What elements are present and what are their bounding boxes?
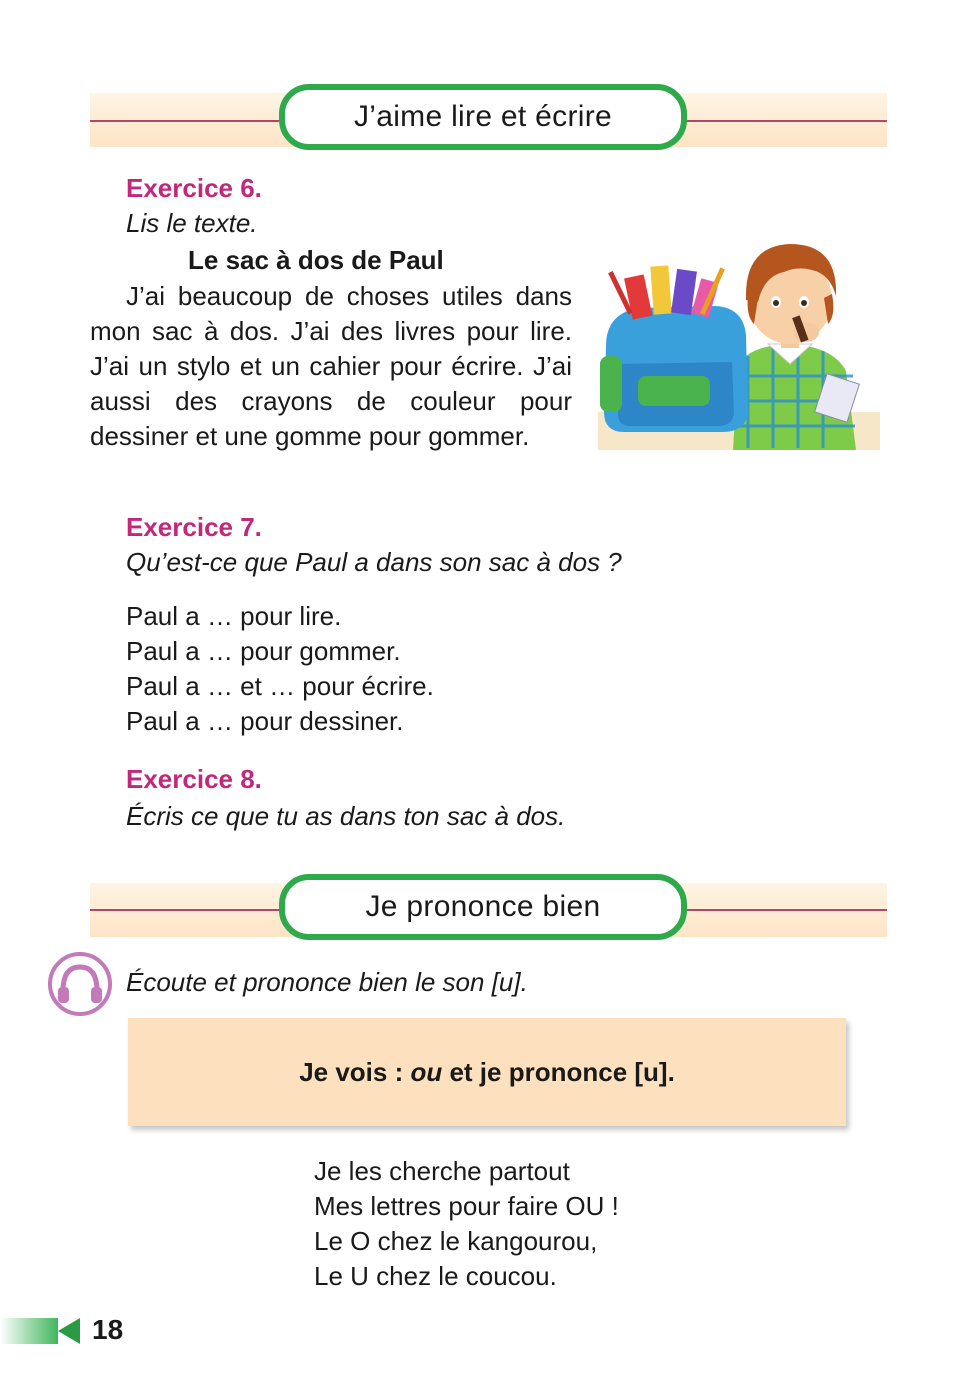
poem-line: Le U chez le coucou. — [314, 1261, 557, 1291]
page-number-bar — [0, 1318, 58, 1344]
exercise-8-instruction: Écris ce que tu as dans ton sac à dos. — [126, 801, 566, 831]
exercise-7-label: Exercice 7. — [126, 512, 262, 542]
section-title-pronunciation: Je prononce bien — [279, 874, 687, 940]
headphones-icon[interactable] — [47, 951, 113, 1017]
exercise-7-line: Paul a … pour dessiner. — [126, 706, 404, 736]
story-text — [90, 279, 572, 454]
rule-text-part3: et je prononce [u]. — [442, 1056, 675, 1087]
story-title: Le sac à dos de Paul — [188, 245, 444, 275]
pronunciation-rule-box — [128, 1018, 846, 1126]
exercise-6-instruction: Lis le texte. — [126, 208, 258, 238]
section-title-reading: J’aime lire et écrire — [279, 84, 687, 150]
page-arrow-icon — [58, 1318, 80, 1344]
pronunciation-instruction: Écoute et prononce bien le son [u]. — [126, 967, 528, 997]
page-number: 18 — [92, 1314, 124, 1345]
exercise-6-label: Exercice 6. — [126, 173, 262, 203]
exercise-7-line: Paul a … et … pour écrire. — [126, 671, 434, 701]
rule-text-part1: Je vois : — [299, 1056, 411, 1087]
story-paragraph: J’ai beaucoup de choses utiles dans mon sac à dos. J’ai des livres pour lire. J’ai un stylo et un cahier pour écrire. J’ai aussi des crayons de couleur pour dessiner et une gomme pour gommer. — [90, 281, 572, 451]
exercise-8-label: Exercice 8. — [126, 764, 262, 794]
exercise-7-line: Paul a … pour gommer. — [126, 636, 401, 666]
poem-line: Le O chez le kangourou, — [314, 1226, 598, 1256]
exercise-7-line: Paul a … pour lire. — [126, 601, 342, 631]
rule-text-highlight: ou — [410, 1056, 443, 1087]
boy-with-backpack-illustration — [598, 236, 880, 450]
poem-line: Mes lettres pour faire OU ! — [314, 1191, 619, 1221]
poem-line: Je les cherche partout — [314, 1156, 570, 1186]
exercise-7-instruction: Qu’est-ce que Paul a dans son sac à dos ? — [126, 547, 622, 577]
